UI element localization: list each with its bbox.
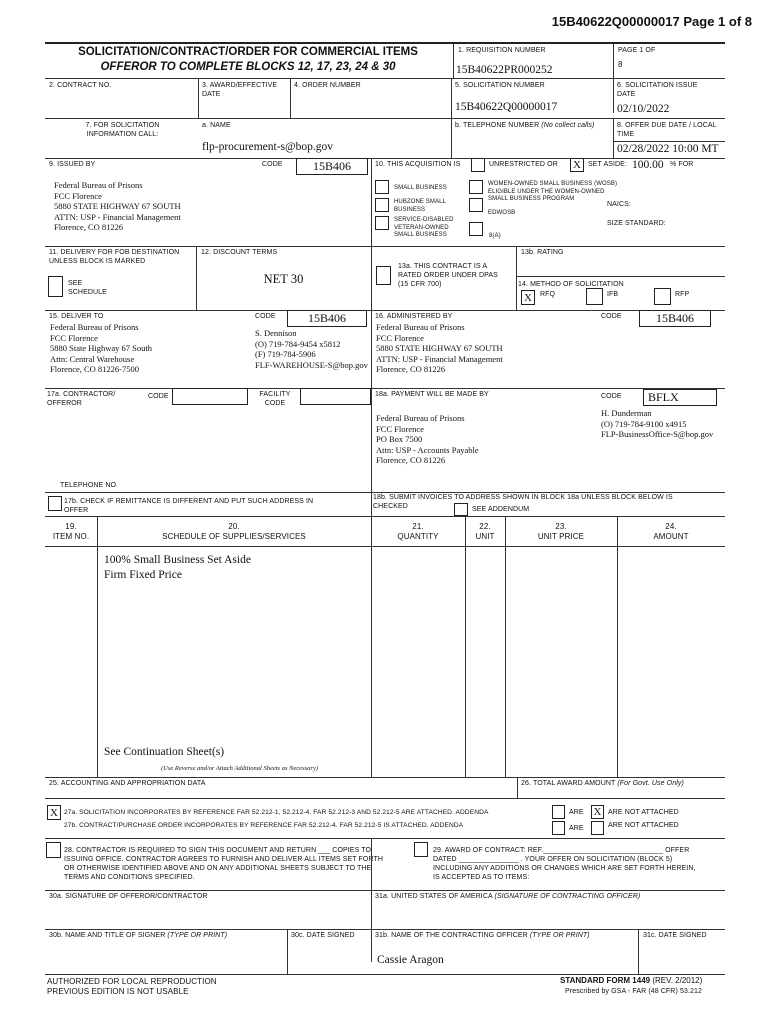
administered-by-code-label: CODE bbox=[601, 313, 622, 320]
eight-a-label: 8(A) bbox=[489, 233, 501, 239]
amount-header: 24. AMOUNT bbox=[653, 522, 689, 541]
addenda-are-checkbox[interactable] bbox=[552, 805, 565, 819]
small-business-label: SMALL BUSINESS bbox=[394, 185, 447, 191]
invoice-label: 18b. SUBMIT INVOICES TO ADDRESS SHOWN IN BLOCK 18a UNLESS BLOCK BELOW IS CHECKED bbox=[373, 494, 673, 510]
us-signature-label-text: 31a. UNITED STATES OF AMERICA bbox=[375, 893, 493, 900]
reverse-note: (Use Reverse and/or Attach Additional Sheets as Necessary) bbox=[161, 765, 318, 772]
payment-by-label: 18a. PAYMENT WILL BE MADE BY bbox=[375, 391, 489, 398]
award-text: 29. AWARD OF CONTRACT: REF.______________________________ OFFER DATED _______________ . YOUR OFFER ON SOLICITATION (BLOCK 5) INCLUDING ANY ADDITIONS OR CHANGES WHICH ARE SET FORTH HEREIN, IS ACCEPTED AS TO ITEMS: bbox=[433, 847, 696, 881]
contracting-officer-note: (TYPE OR PRINT) bbox=[529, 932, 590, 939]
setaside-checkbox[interactable]: X bbox=[570, 158, 584, 172]
contractor-telephone-label: TELEPHONE NO. bbox=[60, 482, 119, 489]
schedule-line-pricing: Firm Fixed Price bbox=[104, 569, 182, 581]
addenda-are-not-label: ARE NOT ATTACHED bbox=[608, 809, 679, 816]
contract-number-label: 2. CONTRACT NO. bbox=[49, 82, 112, 89]
contact-email: flp-procurement-s@bop.gov bbox=[202, 141, 333, 153]
signer-name-note: (TYPE OR PRINT) bbox=[167, 932, 228, 939]
rfp-label: RFP bbox=[675, 291, 690, 298]
remittance-label: 17b. CHECK IF REMITTANCE IS DIFFERENT AND PUT SUCH ADDRESS IN OFFER bbox=[64, 498, 314, 514]
eight-a-checkbox[interactable] bbox=[469, 222, 483, 236]
requisition-number-label: 1. REQUISITION NUMBER bbox=[458, 47, 546, 54]
ifb-checkbox[interactable] bbox=[586, 288, 603, 305]
award-date-label: 3. AWARD/EFFECTIVE DATE bbox=[202, 82, 278, 98]
schedule-line-setaside: 100% Small Business Set Aside bbox=[104, 554, 251, 566]
form-name bbox=[560, 976, 702, 986]
addenda-27b-are-not-checkbox[interactable] bbox=[591, 821, 604, 835]
sdvosb-checkbox[interactable] bbox=[375, 216, 389, 230]
facility-code-field[interactable] bbox=[300, 388, 371, 405]
dpas-checkbox[interactable] bbox=[376, 266, 391, 285]
form-subtitle: OFFEROR TO COMPLETE BLOCKS 12, 17, 23, 24 & 30 bbox=[100, 61, 396, 73]
signer-name-label-text: 30b. NAME AND TITLE OF SIGNER bbox=[49, 932, 166, 939]
remittance-checkbox[interactable] bbox=[48, 496, 62, 511]
rfq-checkbox[interactable]: X bbox=[521, 290, 535, 305]
page-total: 8 bbox=[618, 60, 623, 69]
contractor-code-field[interactable] bbox=[172, 388, 248, 405]
addenda-are-label: ARE bbox=[569, 809, 584, 816]
issued-by-label: 9. ISSUED BY bbox=[49, 161, 96, 168]
setaside-label: SET ASIDE: bbox=[588, 161, 627, 168]
contractor-sign-text: 28. CONTRACTOR IS REQUIRED TO SIGN THIS DOCUMENT AND RETURN ___ COPIES TO ISSUING OFFICE. CONTRACTOR AGREES TO FURNISH AND DELIVER ALL ITEMS SET FORTH OR OTHERWISE IDENTIFIED ABOVE AND ON ANY ADDITIONAL SHEETS SUBJECT TO THE TERMS AND CONDITIONS SPECIFIED. bbox=[64, 847, 384, 881]
form-title: SOLICITATION/CONTRACT/ORDER FOR COMMERCIAL ITEMS bbox=[78, 46, 418, 58]
contractor-label: 17a. CONTRACTOR/ OFFEROR bbox=[47, 391, 116, 407]
administered-by-label: 16. ADMINISTERED BY bbox=[375, 313, 453, 320]
deliver-to-code: 15B406 bbox=[287, 310, 367, 327]
edwosb-checkbox[interactable] bbox=[469, 198, 483, 212]
page-reference: 15B40622Q00000017 Page 1 of 8 bbox=[551, 14, 752, 29]
solicitation-issue-date-label: 6. SOLICITATION ISSUE DATE bbox=[617, 82, 698, 98]
payment-address: Federal Bureau of Prisons FCC Florence PO Box 7500 Attn: USP - Accounts Payable Florence, CO 81226 bbox=[376, 413, 479, 465]
total-award-label-text: 26. TOTAL AWARD AMOUNT bbox=[521, 780, 616, 787]
solicitation-number: 15B40622Q00000017 bbox=[455, 101, 558, 113]
total-award-label bbox=[521, 779, 684, 788]
rfq-label: RFQ bbox=[540, 291, 556, 298]
signer-name-label bbox=[49, 931, 227, 940]
award-checkbox[interactable] bbox=[414, 842, 428, 857]
payment-contact: H. Dunderman (O) 719-784-9100 x4915 FLP-BusinessOffice-S@bop.gov bbox=[601, 408, 714, 439]
prescribed-by: Prescribed by GSA - FAR (48 CFR) 53.212 bbox=[565, 988, 702, 995]
form-revision: (REV. 2/2012) bbox=[652, 976, 703, 985]
dpas-label: 13a. THIS CONTRACT IS A RATED ORDER UNDER DPAS (15 CFR 700) bbox=[398, 263, 498, 288]
size-standard-label: SIZE STANDARD: bbox=[607, 220, 666, 227]
payment-code-label: CODE bbox=[601, 393, 622, 400]
order-number-label: 4. ORDER NUMBER bbox=[294, 82, 361, 89]
supplies-header: 20. SCHEDULE OF SUPPLIES/SERVICES bbox=[162, 522, 306, 541]
clause-27a-text: 27a. SOLICITATION INCORPORATES BY REFERENCE FAR 52.212-1, 52.212-4. FAR 52.212-3 AND 52.212-5 ARE ATTACHED. ADDENDA bbox=[64, 809, 489, 816]
solicitation-issue-date: 02/10/2022 bbox=[617, 103, 670, 115]
rfp-checkbox[interactable] bbox=[654, 288, 671, 305]
addenda-27b-are-checkbox[interactable] bbox=[552, 821, 565, 835]
accounting-label: 25. ACCOUNTING AND APPROPRIATION DATA bbox=[49, 780, 206, 787]
small-business-checkbox[interactable] bbox=[375, 180, 389, 194]
edwosb-label: EDWOSB bbox=[488, 210, 516, 216]
us-signature-label bbox=[375, 892, 640, 901]
administered-by-address: Federal Bureau of Prisons FCC Florence 5880 STATE HIGHWAY 67 SOUTH ATTN: USP - Financial Management Florence, CO 81226 bbox=[376, 322, 503, 374]
name-label: a. NAME bbox=[202, 122, 231, 129]
wosb-label: WOMEN-OWNED SMALL BUSINESS (WOSB) ELIGIBLE UNDER THE WOMEN-OWNED SMALL BUSINESS PROGRAM bbox=[488, 181, 618, 202]
method-label: 14. METHOD OF SOLICITATION bbox=[518, 281, 624, 288]
contracting-officer-label-text: 31b. NAME OF THE CONTRACTING OFFICER bbox=[375, 932, 528, 939]
solicitation-info-label: 7. FOR SOLICITATION INFORMATION CALL: bbox=[85, 122, 160, 138]
unit-price-header: 23. UNIT PRICE bbox=[537, 522, 585, 541]
deliver-to-contact: S. Dennison (O) 719-784-9454 x5812 (F) 719-784-5906 FLF-WAREHOUSE-S@bop.gov bbox=[255, 328, 368, 370]
payment-code: BFLX bbox=[643, 389, 717, 406]
facility-code-label: FACILITY CODE bbox=[259, 391, 291, 407]
quantity-header: 21. QUANTITY bbox=[397, 522, 439, 541]
date-signed-31c-label: 31c. DATE SIGNED bbox=[643, 932, 707, 939]
issued-by-address: Federal Bureau of Prisons FCC Florence 5880 STATE HIGHWAY 67 SOUTH ATTN: USP - Financial Management Florence, CO 81226 bbox=[54, 180, 181, 232]
telephone-note: (No collect calls) bbox=[541, 122, 595, 129]
offer-due-date-label: 8. OFFER DUE DATE / LOCAL TIME bbox=[617, 122, 717, 138]
addenda-are-not-checkbox[interactable]: X bbox=[591, 805, 604, 819]
form-name-text: STANDARD FORM 1449 bbox=[560, 976, 651, 985]
setaside-percent: 100.00 bbox=[632, 159, 664, 171]
telephone-label bbox=[455, 121, 594, 130]
total-award-note: (For Govt. Use Only) bbox=[617, 780, 684, 787]
reproduction-notice: AUTHORIZED FOR LOCAL REPRODUCTION PREVIOUS EDITION IS NOT USABLE bbox=[47, 977, 217, 996]
contractor-code-label: CODE bbox=[148, 393, 169, 400]
percent-for-label: % FOR bbox=[670, 161, 694, 168]
see-addendum-checkbox[interactable] bbox=[454, 503, 468, 516]
date-signed-30c-label: 30c. DATE SIGNED bbox=[291, 932, 355, 939]
see-addendum-label: SEE ADDENDUM bbox=[472, 506, 530, 513]
unrestricted-label: UNRESTRICTED OR bbox=[489, 161, 558, 168]
administered-by-code: 15B406 bbox=[639, 310, 711, 327]
fob-delivery-label: 11. DELIVERY FOR FOB DESTINATION UNLESS BLOCK IS MARKED bbox=[49, 249, 180, 265]
clause-27b-text: 27b. CONTRACT/PURCHASE ORDER INCORPORATES BY REFERENCE FAR 52.212-4. FAR 52.212-5 IS ATTACHED. ADDENDA bbox=[64, 822, 464, 829]
clause-27a-checkbox[interactable]: X bbox=[47, 805, 61, 820]
hubzone-checkbox[interactable] bbox=[375, 198, 389, 212]
offer-due-date: 02/28/2022 10:00 MT bbox=[617, 143, 719, 155]
see-schedule-checkbox[interactable] bbox=[48, 276, 63, 297]
contracting-officer-name: Cassie Aragon bbox=[377, 954, 444, 966]
continuation-note: See Continuation Sheet(s) bbox=[104, 746, 225, 758]
naics-label: NAICS: bbox=[607, 201, 631, 208]
hubzone-label: HUBZONE SMALL BUSINESS bbox=[394, 199, 446, 213]
us-signature-note: (SIGNATURE OF CONTRACTING OFFICER) bbox=[494, 893, 641, 900]
addenda-27b-are-not-label: ARE NOT ATTACHED bbox=[608, 822, 679, 829]
wosb-checkbox[interactable] bbox=[469, 180, 483, 194]
telephone-label-text: b. TELEPHONE NUMBER bbox=[455, 122, 540, 129]
deliver-to-address: Federal Bureau of Prisons FCC Florence 5880 State Highway 67 South Attn: Central Warehouse Florence, CO 81226-7500 bbox=[50, 322, 152, 374]
discount-terms: NET 30 bbox=[263, 272, 304, 286]
solicitation-number-label: 5. SOLICITATION NUMBER bbox=[455, 82, 545, 89]
acquisition-label: 10. THIS ACQUISITION IS bbox=[375, 161, 461, 168]
unit-header: 22. UNIT bbox=[475, 522, 495, 541]
requisition-number: 15B40622PR000252 bbox=[456, 64, 553, 76]
item-no-header: 19. ITEM NO. bbox=[52, 522, 90, 541]
discount-terms-label: 12. DISCOUNT TERMS bbox=[201, 249, 278, 256]
see-schedule-label: SEE SCHEDULE bbox=[68, 280, 107, 296]
sdvosb-label: SERVICE-DISABLED VETERAN-OWNED SMALL BUSINESS bbox=[394, 217, 454, 238]
offeror-signature-label: 30a. SIGNATURE OF OFFEROR/CONTRACTOR bbox=[49, 893, 208, 900]
rating-label: 13b. RATING bbox=[521, 249, 564, 256]
deliver-to-code-label: CODE bbox=[255, 313, 276, 320]
issued-by-code-label: CODE bbox=[262, 161, 283, 168]
contractor-sign-checkbox[interactable] bbox=[46, 842, 61, 858]
ifb-label: IFB bbox=[607, 291, 619, 298]
issued-by-code: 15B406 bbox=[296, 158, 368, 175]
page-of-label: PAGE 1 OF bbox=[618, 47, 656, 54]
addenda-27b-are-label: ARE bbox=[569, 825, 584, 832]
contracting-officer-label bbox=[375, 931, 590, 940]
deliver-to-label: 15. DELIVER TO bbox=[49, 313, 104, 320]
unrestricted-checkbox[interactable] bbox=[471, 158, 485, 172]
